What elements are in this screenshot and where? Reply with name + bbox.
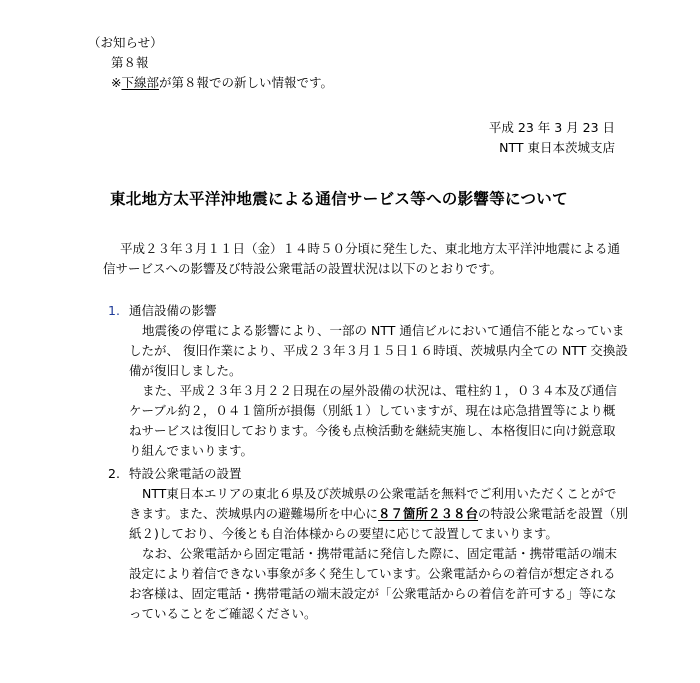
section2-para1-line2-after: の特設公衆電話を設置（別 [478, 506, 629, 521]
section1-para1-line3: 備が復旧しました。 [129, 363, 242, 378]
section1-para1-line1: 地震後の停電による影響により、一部の NTT 通信ビルにおいて通信不能となっていま [142, 323, 625, 338]
notice-label: （お知らせ） [88, 35, 163, 50]
section1-para2-line1: また、平成２３年３月２２日現在の屋外設備の状況は、電柱約１，０３４本及び通信 [142, 383, 618, 398]
intro-line-1: 平成２３年３月１１日（金）１４時５０分頃に発生した、東北地方太平洋沖地震による通 [120, 241, 621, 256]
update-note-prefix: ※ [111, 75, 122, 90]
document-date: 平成 23 年 3 月 23 日 [488, 120, 615, 135]
update-note-suffix: が第８報での新しい情報です。 [159, 75, 334, 90]
section2-para1-line2 [129, 504, 628, 524]
section1-number: 1. [108, 303, 120, 318]
update-note [111, 73, 333, 93]
section2-heading: 特設公衆電話の設置 [129, 466, 242, 481]
document-title: 東北地方太平洋沖地震による通信サービス等への影響等について [110, 190, 568, 208]
section1-para1-line2: したが、 復旧作業により、平成２３年３月１５日１６時頃、茨城県内全ての NTT 交換設 [129, 343, 628, 358]
section2-para2-line4: っていることをご確認ください。 [129, 606, 317, 621]
installed-count-highlight: ８７箇所２３８台 [378, 506, 479, 521]
section2-para1-line3: 紙２)しており、今後とも自治体様からの要望に応じて設置してまいります。 [129, 526, 558, 541]
report-number: 第８報 [111, 55, 149, 70]
issuer-name: NTT 東日本茨城支店 [499, 140, 615, 155]
section2-para2-line2: 設定により着信できない事象が多く発生しています。公衆電話からの着信が想定される [129, 566, 616, 581]
section2-para1-line2-before: きます。また、茨城県内の避難場所を中心に [129, 506, 379, 521]
section1-para2-line3: ねサービスは復旧しております。今後も点検活動を継続実施し、本格復旧に向け鋭意取 [129, 423, 616, 438]
section1-heading: 通信設備の影響 [129, 303, 217, 318]
section2-number: 2. [108, 466, 120, 481]
section1-para2-line2: ケーブル約２，０４１箇所が損傷（別紙１）していますが、現在は応急措置等により概 [129, 403, 616, 418]
section2-para2-line3: お客様は、固定電話・携帯電話の端末設定が「公衆電話からの着信を許可する」等にな [129, 586, 617, 601]
section2-para1-line1: NTT東日本エリアの東北６県及び茨城県の公衆電話を無料でご利用いただくことがで [142, 486, 617, 501]
intro-line-2: 信サービスへの影響及び特設公衆電話の設置状況は以下のとおりです。 [103, 261, 503, 276]
section2-para2-line1: なお、公衆電話から固定電話・携帯電話に発信した際に、固定電話・携帯電話の端末 [142, 546, 618, 561]
update-note-underlined: 下線部 [121, 75, 159, 90]
section1-para2-line4: り組んでまいります。 [129, 443, 254, 458]
